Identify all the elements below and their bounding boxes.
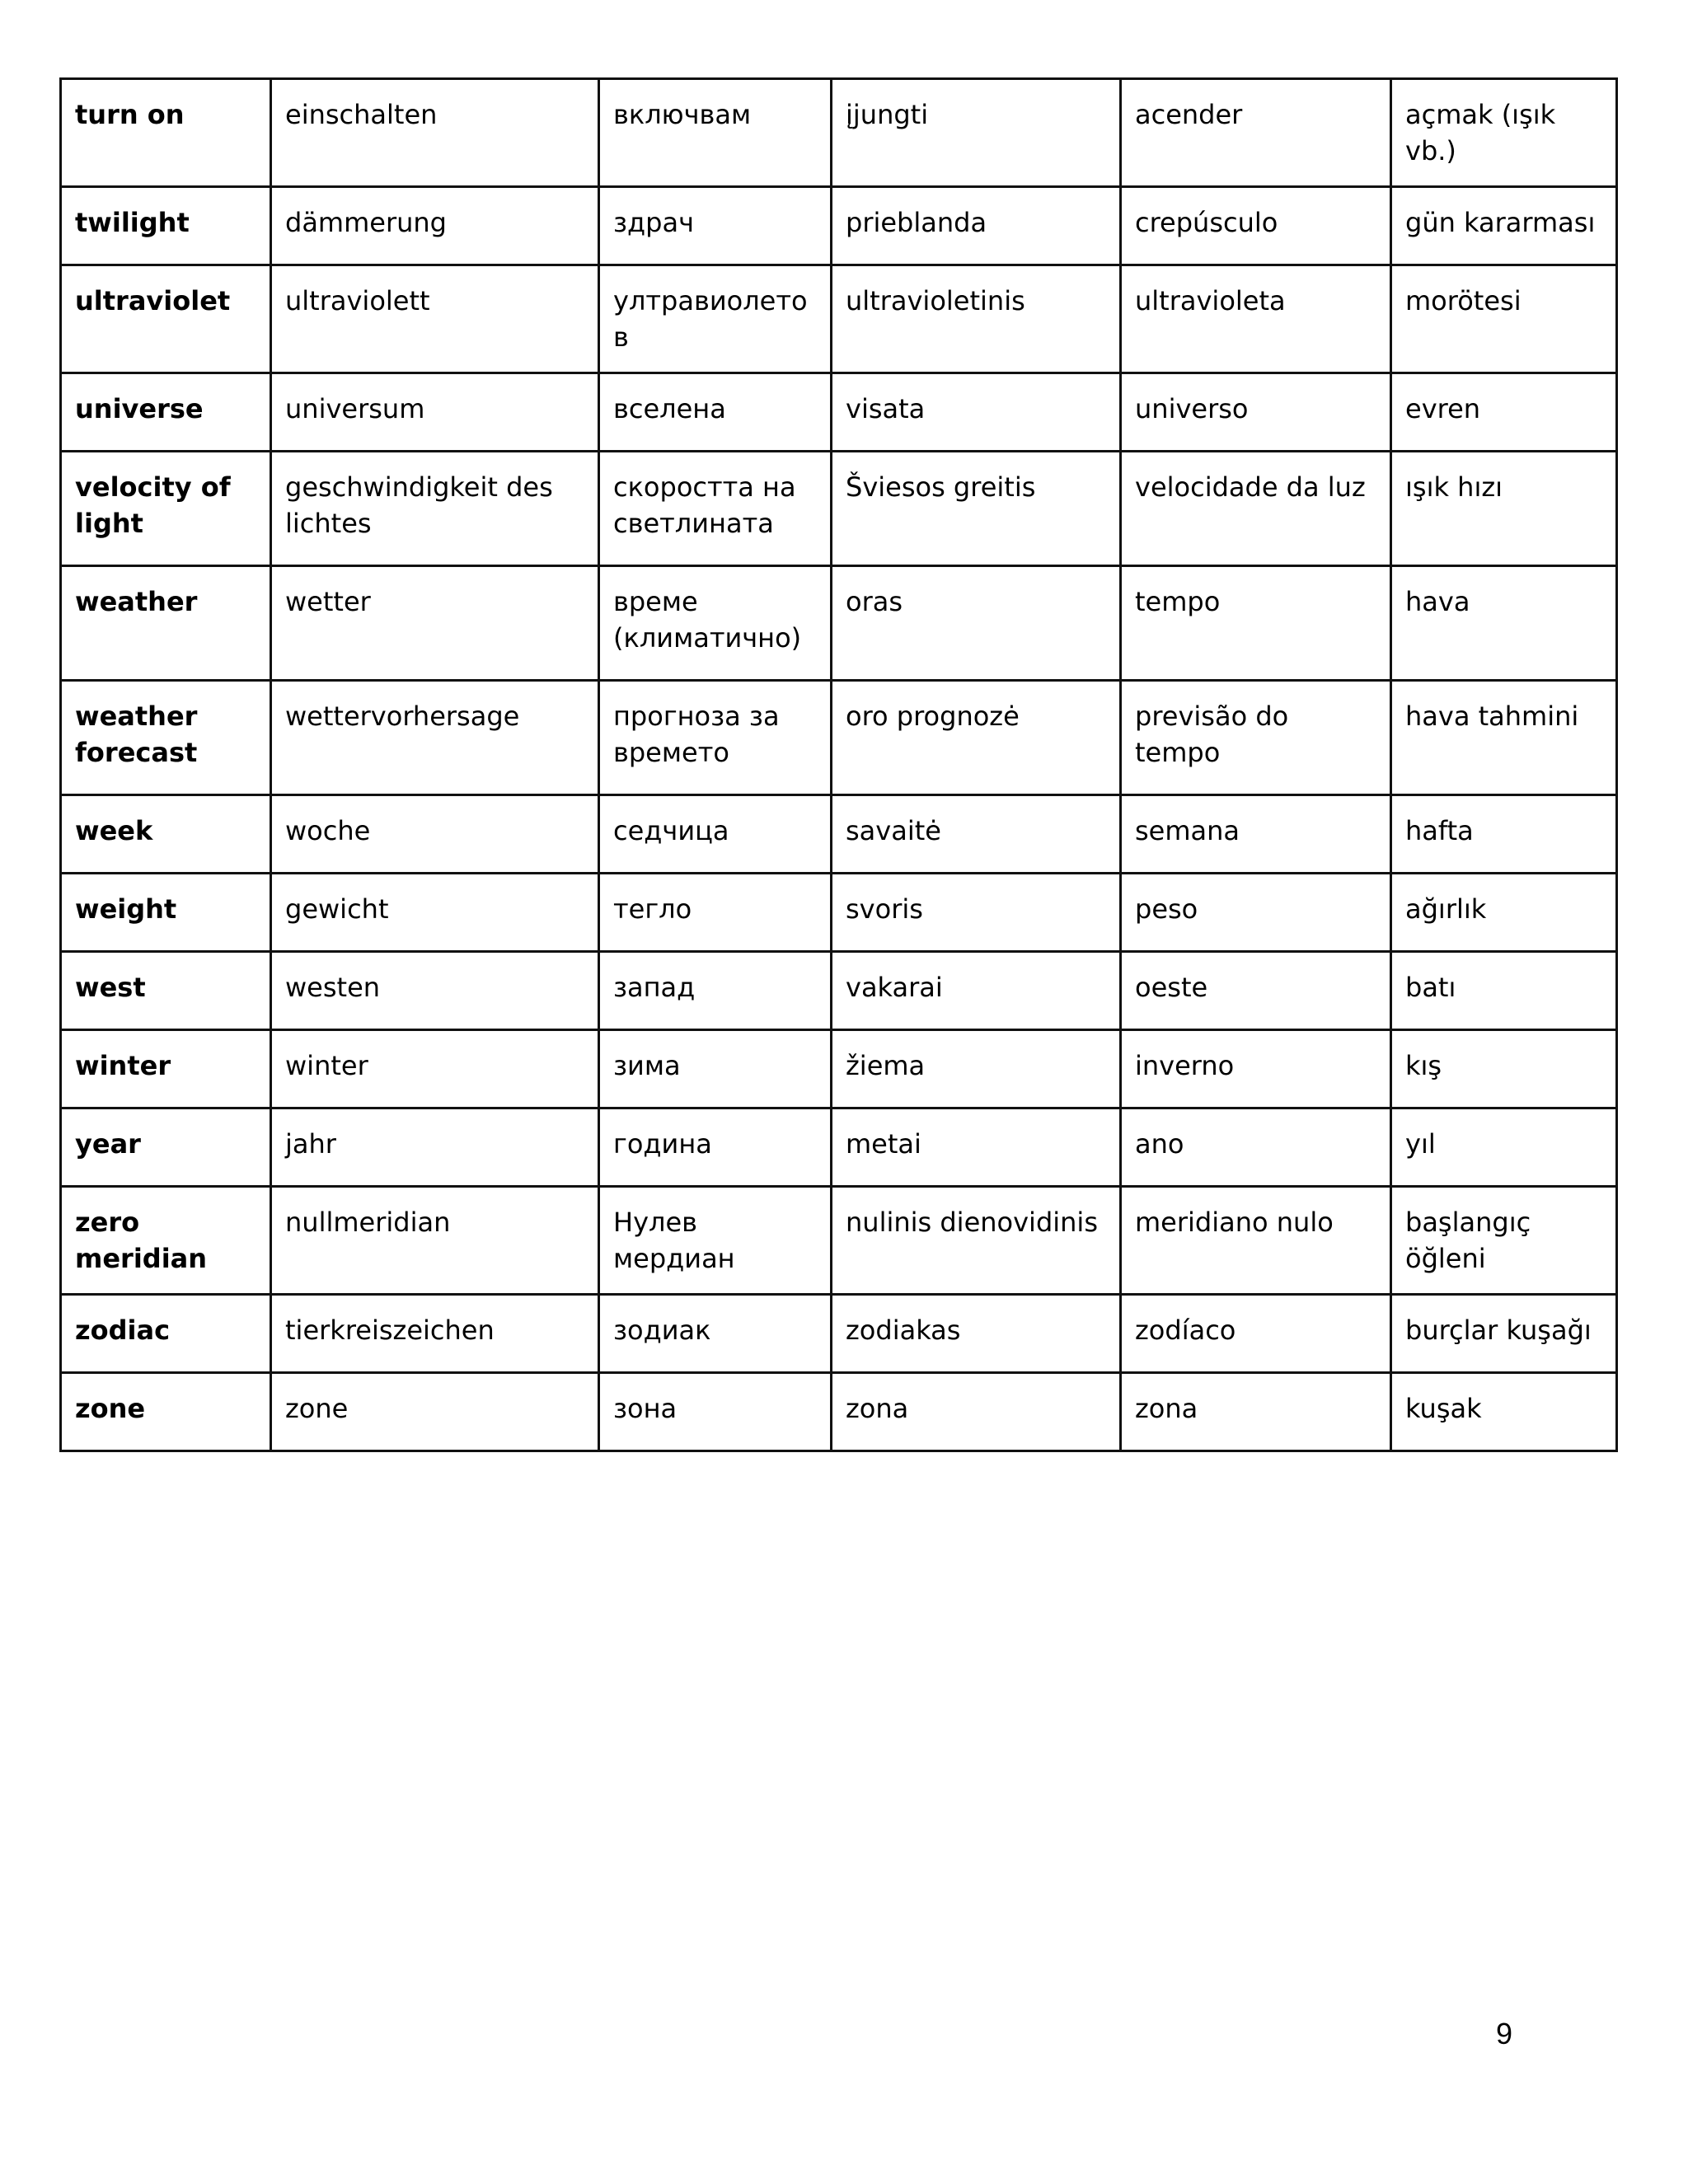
turkish-cell: gün kararması xyxy=(1391,187,1617,265)
english-term-cell: twilight xyxy=(61,187,271,265)
lithuanian-cell: oras xyxy=(832,566,1121,681)
lithuanian-cell: visata xyxy=(832,373,1121,452)
glossary-table xyxy=(59,77,1618,1452)
lithuanian-cell: svoris xyxy=(832,874,1121,952)
lithuanian-cell: įjungti xyxy=(832,79,1121,187)
portuguese-cell: inverno xyxy=(1121,1030,1391,1108)
turkish-cell: kuşak xyxy=(1391,1373,1617,1451)
portuguese-cell: tempo xyxy=(1121,566,1391,681)
english-term-cell: ultraviolet xyxy=(61,265,271,373)
english-term-cell: zone xyxy=(61,1373,271,1451)
english-term-cell: year xyxy=(61,1108,271,1187)
portuguese-cell: ultravioleta xyxy=(1121,265,1391,373)
bulgarian-cell: Нулев мердиан xyxy=(599,1187,832,1295)
lithuanian-cell: Šviesos greitis xyxy=(832,452,1121,566)
portuguese-cell: ano xyxy=(1121,1108,1391,1187)
german-cell: gewicht xyxy=(271,874,599,952)
turkish-cell: hava xyxy=(1391,566,1617,681)
lithuanian-cell: prieblanda xyxy=(832,187,1121,265)
lithuanian-cell: nulinis dienovidinis xyxy=(832,1187,1121,1295)
german-cell: tierkreiszeichen xyxy=(271,1295,599,1373)
german-cell: zone xyxy=(271,1373,599,1451)
german-cell: nullmeridian xyxy=(271,1187,599,1295)
english-term-cell: velocity of light xyxy=(61,452,271,566)
table-row xyxy=(61,566,1617,681)
portuguese-cell: peso xyxy=(1121,874,1391,952)
bulgarian-cell: зима xyxy=(599,1030,832,1108)
lithuanian-cell: oro prognozė xyxy=(832,681,1121,795)
portuguese-cell: acender xyxy=(1121,79,1391,187)
turkish-cell: yıl xyxy=(1391,1108,1617,1187)
bulgarian-cell: година xyxy=(599,1108,832,1187)
bulgarian-cell: вселена xyxy=(599,373,832,452)
turkish-cell: morötesi xyxy=(1391,265,1617,373)
table-row xyxy=(61,795,1617,874)
page-number: 9 xyxy=(1495,2017,1513,2050)
english-term-cell: zero meridian xyxy=(61,1187,271,1295)
turkish-cell: batı xyxy=(1391,952,1617,1030)
bulgarian-cell: прогноза за времето xyxy=(599,681,832,795)
lithuanian-cell: zodiakas xyxy=(832,1295,1121,1373)
turkish-cell: kış xyxy=(1391,1030,1617,1108)
turkish-cell: hava tahmini xyxy=(1391,681,1617,795)
lithuanian-cell: žiema xyxy=(832,1030,1121,1108)
english-term-cell: weather forecast xyxy=(61,681,271,795)
table-row xyxy=(61,952,1617,1030)
english-term-cell: weather xyxy=(61,566,271,681)
portuguese-cell: velocidade da luz xyxy=(1121,452,1391,566)
turkish-cell: başlangıç öğleni xyxy=(1391,1187,1617,1295)
table-row xyxy=(61,452,1617,566)
german-cell: geschwindigkeit des lichtes xyxy=(271,452,599,566)
portuguese-cell: zona xyxy=(1121,1373,1391,1451)
german-cell: ultraviolett xyxy=(271,265,599,373)
bulgarian-cell: седчица xyxy=(599,795,832,874)
portuguese-cell: zodíaco xyxy=(1121,1295,1391,1373)
portuguese-cell: semana xyxy=(1121,795,1391,874)
table-row xyxy=(61,265,1617,373)
lithuanian-cell: vakarai xyxy=(832,952,1121,1030)
table-row xyxy=(61,1108,1617,1187)
turkish-cell: hafta xyxy=(1391,795,1617,874)
bulgarian-cell: време (климатично) xyxy=(599,566,832,681)
glossary-table-body xyxy=(61,79,1617,1451)
english-term-cell: week xyxy=(61,795,271,874)
lithuanian-cell: metai xyxy=(832,1108,1121,1187)
bulgarian-cell: запад xyxy=(599,952,832,1030)
turkish-cell: ışık hızı xyxy=(1391,452,1617,566)
table-row xyxy=(61,1187,1617,1295)
turkish-cell: açmak (ışık vb.) xyxy=(1391,79,1617,187)
table-row xyxy=(61,1373,1617,1451)
english-term-cell: winter xyxy=(61,1030,271,1108)
portuguese-cell: meridiano nulo xyxy=(1121,1187,1391,1295)
german-cell: jahr xyxy=(271,1108,599,1187)
english-term-cell: west xyxy=(61,952,271,1030)
portuguese-cell: previsão do tempo xyxy=(1121,681,1391,795)
german-cell: woche xyxy=(271,795,599,874)
turkish-cell: burçlar kuşağı xyxy=(1391,1295,1617,1373)
english-term-cell: universe xyxy=(61,373,271,452)
table-row xyxy=(61,187,1617,265)
german-cell: wettervorhersage xyxy=(271,681,599,795)
lithuanian-cell: zona xyxy=(832,1373,1121,1451)
turkish-cell: evren xyxy=(1391,373,1617,452)
english-term-cell: zodiac xyxy=(61,1295,271,1373)
bulgarian-cell: скоростта на светлината xyxy=(599,452,832,566)
english-term-cell: turn on xyxy=(61,79,271,187)
bulgarian-cell: зона xyxy=(599,1373,832,1451)
german-cell: einschalten xyxy=(271,79,599,187)
portuguese-cell: universo xyxy=(1121,373,1391,452)
table-row xyxy=(61,79,1617,187)
bulgarian-cell: здрач xyxy=(599,187,832,265)
bulgarian-cell: зодиак xyxy=(599,1295,832,1373)
table-row xyxy=(61,373,1617,452)
turkish-cell: ağırlık xyxy=(1391,874,1617,952)
table-row xyxy=(61,1295,1617,1373)
portuguese-cell: oeste xyxy=(1121,952,1391,1030)
lithuanian-cell: savaitė xyxy=(832,795,1121,874)
english-term-cell: weight xyxy=(61,874,271,952)
german-cell: winter xyxy=(271,1030,599,1108)
table-row xyxy=(61,874,1617,952)
portuguese-cell: crepúsculo xyxy=(1121,187,1391,265)
bulgarian-cell: ултравиолетов xyxy=(599,265,832,373)
lithuanian-cell: ultravioletinis xyxy=(832,265,1121,373)
german-cell: wetter xyxy=(271,566,599,681)
german-cell: universum xyxy=(271,373,599,452)
table-row xyxy=(61,681,1617,795)
bulgarian-cell: включвам xyxy=(599,79,832,187)
german-cell: dämmerung xyxy=(271,187,599,265)
german-cell: westen xyxy=(271,952,599,1030)
bulgarian-cell: тегло xyxy=(599,874,832,952)
table-row xyxy=(61,1030,1617,1108)
